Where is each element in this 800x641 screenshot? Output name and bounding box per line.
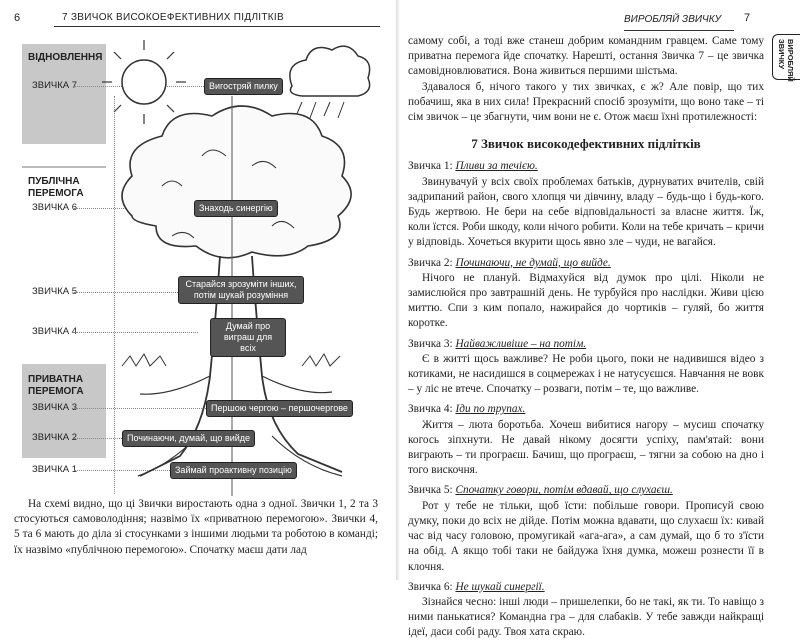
pill-habit-7: Вигостряй пилку: [204, 78, 283, 95]
habit-label-3: ЗВИЧКА 3: [32, 402, 78, 413]
habit-number: Звичка 4:: [408, 403, 453, 416]
side-tab: [772, 34, 800, 80]
band-label-private-2: ПЕРЕМОГА: [28, 386, 84, 397]
right-page-number: 7: [744, 12, 751, 24]
habit-title: Не шукай синергії.: [455, 580, 545, 593]
habit-number: Звичка 2:: [408, 256, 453, 269]
habit-number: Звичка 5:: [408, 484, 453, 497]
side-tab-label: ВИРОБЛЯЙ ЗВИЧКУ: [777, 39, 795, 82]
habit-block: [408, 337, 764, 398]
habit-body: Є в житті щось важливе? Не роби цього, поки не надивишся відео з котиками, не насидишся в соцмережах і не натусуєшся. Навчання не вовк – у ліс не втече. Спочатку – розваги, потім – те, що важливе.: [408, 352, 764, 396]
habit-title: Починаючи, не думай, що вийде.: [455, 256, 611, 269]
habit-block: [408, 256, 764, 332]
band-label-renewal: ВІДНОВЛЕННЯ: [28, 52, 103, 63]
cloud-icon: [290, 46, 370, 96]
left-running-title: 7 ЗВИЧОК ВИСОКОЕФЕКТИВНИХ ПІДЛІТКІВ: [62, 12, 284, 23]
habit-title: Іди по трупах.: [455, 403, 526, 416]
pill-habit-1: Займай проактивну позицію: [170, 462, 297, 479]
right-running-title: ВИРОБЛЯЙ ЗВИЧКУ: [624, 14, 722, 25]
header-rule: [624, 30, 734, 31]
left-body-text: [14, 497, 378, 558]
habit-label-1: ЗВИЧКА 1: [32, 464, 78, 475]
intro-paragraph: самому собі, а тоді вже станеш добрим командним гравцем. Саме тому приватна перемога йде спочатку. Нарешті, остання Звичка 7 – це звичка самовідновлюватися. Вона живиться першими шістьма.: [408, 35, 764, 78]
right-running-header: [400, 10, 768, 30]
pill-habit-5: Старайся зрозуміти інших, потім шукай розуміння: [178, 276, 304, 304]
band-label-private-1: ПРИВАТНА: [28, 374, 84, 385]
sun-icon: [122, 60, 166, 104]
band-divider: [22, 166, 106, 168]
tree-crown: [122, 106, 351, 258]
intro-paragraph: Здавалося б, нічого такого у тих звичках, є ж? Але повір, що тих побачиш, яка в них сила! Прекрасний спосіб зрозуміти, що воно таке – ті сім звичок – це збагнути, чим вони не є. Отож маєш їхні протилежності:: [408, 80, 764, 124]
pill-habit-2: Починаючи, думай, що вийде: [122, 430, 255, 447]
pill-habit-3: Першою чергою – першочергове: [206, 400, 353, 417]
habit-block: [408, 402, 764, 478]
right-body-text: [408, 34, 764, 641]
habit-tree-figure: [22, 36, 372, 516]
habit-body: Нічого не плануй. Відмахуйся від думок про цілі. Ніколи не замислюйся про завтрашній день. Не турбуйся про наслідки. Живи цією миттю. Спи з ким попало, нажирайся до чортиків – гуляй, бо життя коротке.: [408, 271, 764, 330]
left-page: [0, 0, 395, 580]
habit-body: Рот у тебе не тільки, щоб їсти: побільше говори. Прописуй свою думку, поки до всіх не дійде. Потім можна вдавати, що слухаєш їх: кивай час від часу головою, промугикай «ага-ага», а сам думай, що б то з'їсти на обід. А якщо тобі таки не байдужа їхня думка, можеш рознести її в клочня.: [408, 499, 764, 573]
habit-number: Звичка 3:: [408, 337, 453, 350]
band-label-public-1: ПУБЛІЧНА: [28, 176, 80, 187]
habit-body: Зізнайся чесно: інші люди – пришелепки, бо не такі, як ти. То навіщо з ними панькатися? Командна гра – для слабаків. У тебе завжди найкращі ідеї, даси собі раду. Твоя хата скраю.: [408, 595, 764, 639]
habit-label-4: ЗВИЧКА 4: [32, 326, 78, 337]
pill-habit-4: Думай про виграш для всіх: [210, 318, 286, 357]
left-paragraph: На схемі видно, що ці Звички виростають одна з одної. Звички 1, 2 та 3 стосуються самоволодіння; назвімо їх «приватною перемогою». Звички 4, 5 та 6 мають до діла зі стосунками з іншими людьми та роботою в команді; їх назвімо «публічною перемогою». Спочатку маєш дати лад: [14, 498, 378, 556]
pill-habit-6: Знаходь синергію: [194, 200, 278, 217]
habit-number: Звичка 1:: [408, 160, 453, 173]
habit-label-6: ЗВИЧКА 6: [32, 202, 78, 213]
habit-label-2: ЗВИЧКА 2: [32, 432, 78, 443]
right-page: [400, 0, 800, 639]
habit-label-7: ЗВИЧКА 7: [32, 80, 78, 91]
habit-label-5: ЗВИЧКА 5: [32, 286, 78, 297]
left-page-number: 6: [14, 12, 21, 24]
habit-body: Звинувачуй у всіх своїх проблемах батьків, дурнуватих вчителів, свій задрипаний район, свого хлопця чи дівчину, владу – будь-що і будь-кого. Будь жертвою. Не бери на себе відповідальності за власне життя. Їж, коли їстся. Роби шкоду, коли нічого робити. Коли на тебе кричать – кричи у відповідь. Хочеться вкурити щось явно зле – чуди, не вагайся.: [408, 175, 764, 249]
habit-title: Пливи за течією.: [455, 160, 538, 173]
habit-block: [408, 580, 764, 641]
left-running-header: [14, 10, 384, 30]
habit-block: [408, 159, 764, 250]
habit-number: Звичка 6:: [408, 580, 453, 593]
band-label-public-2: ПЕРЕМОГА: [28, 188, 84, 199]
habit-block: [408, 483, 764, 574]
section-heading: 7 Звичок високодефективних підлітків: [471, 136, 701, 152]
habit-body: Життя – люта боротьба. Хочеш вибитися нагору – мусиш спочатку когось зіпхнути. Не давай нікому досягти успіху, пам'ятай: вони виграють – ти програєш. Бачиш, що програєш, – тягни за собою на дно і того вискочня.: [408, 418, 764, 477]
habit-title: Найважливіше – на потім.: [455, 337, 587, 350]
habit-title: Спочатку говори, потім вдавай, що слухаєш.: [455, 484, 673, 497]
header-rule: [54, 26, 380, 27]
